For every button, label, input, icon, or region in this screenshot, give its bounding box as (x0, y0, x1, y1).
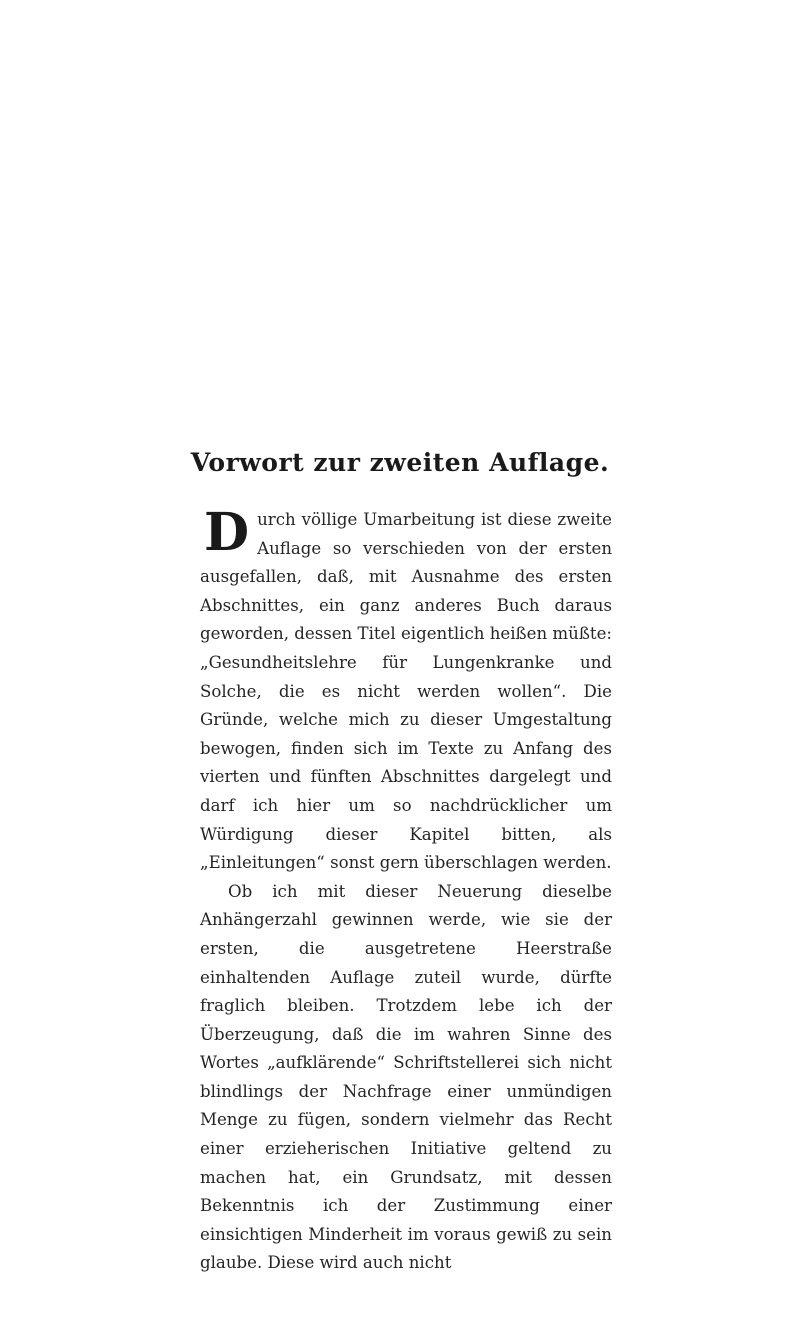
page-heading: Vorwort zur zweiten Auflage. (190, 448, 610, 477)
body-text (200, 502, 613, 1278)
paragraph-2: Ob ich mit dieser Neuerung dieselbe Anhängerzahl gewinnen werde, wie sie der ersten, die ausgetretene Heerstraße einhaltenden Auflage zuteil wurde, dürfte fraglich bleiben. Trotzdem lebe ich der Überzeugung, daß die im wahren Sinne des Wortes „aufklärende“ Schriftstellerei sich nicht blindlings der Nachfrage einer unmündigen Menge zu fügen, sondern vielmehr das Recht einer erzieherischen Initiative geltend zu machen hat, ein Grundsatz, mit dessen Bekenntnis ich der Zustimmung einer einsichtigen Minderheit im voraus gewiß zu sein glaube. Diese wird auch nicht (200, 881, 612, 1273)
paragraph-1: Durch völlige Umarbeitung ist diese zweite Auflage so verschieden von der ersten ausgefallen, daß, mit Ausnahme des ersten Abschnittes, ein ganz anderes Buch daraus geworden, dessen Titel eigentlich heißen müßte: „Gesundheitslehre für Lungenkranke und Solche, die es nicht werden wollen“. Die Gründe, welche mich zu dieser Umgestaltung bewogen, finden sich im Texte zu Anfang des vierten und fünften Abschnittes dargelegt und darf ich hier um so nachdrücklicher um Würdigung dieser Kapitel bitten, als „Einleitungen“ sonst gern überschlagen werden. (200, 502, 613, 873)
